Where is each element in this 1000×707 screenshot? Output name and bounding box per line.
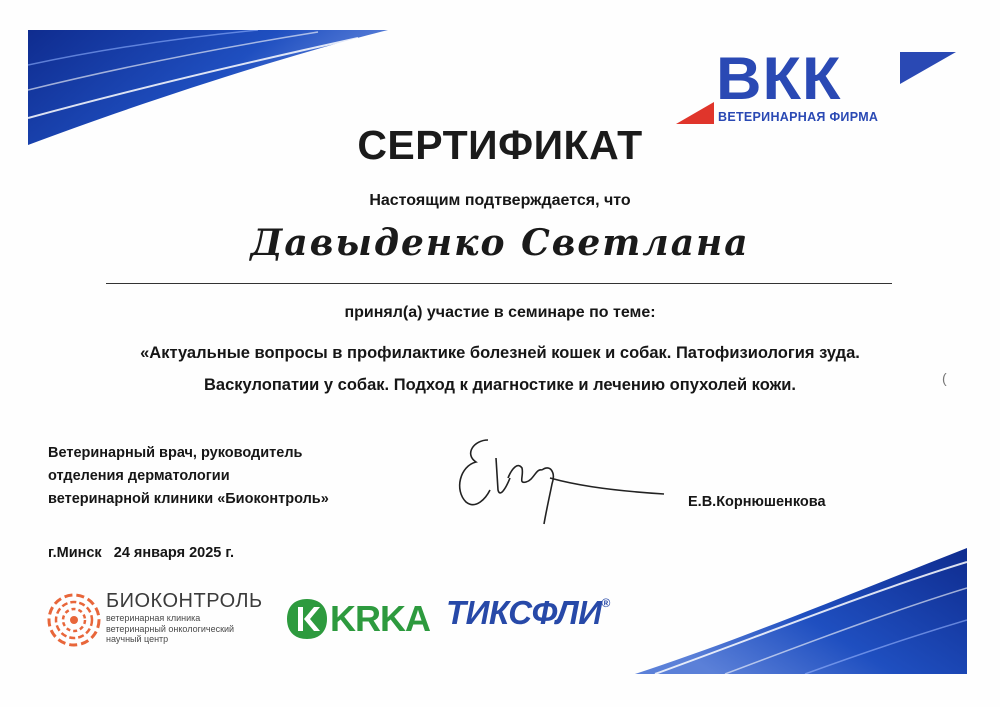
signer-title-line-2: отделения дерматологии xyxy=(48,468,230,484)
krka-logo-icon xyxy=(286,597,328,641)
handwritten-signature xyxy=(452,432,667,532)
vkk-logo-letters: ВКК xyxy=(716,45,842,112)
biocontrol-sub-3: научный центр xyxy=(106,634,169,644)
biocontrol-logo-text xyxy=(106,590,263,645)
signer-title-line-1: Ветеринарный врач, руководитель xyxy=(48,445,303,461)
signer-title xyxy=(48,442,329,511)
participation-text: принял(а) участие в семинаре по теме: xyxy=(344,304,656,321)
signer-title-line-3: ветеринарной клиники «Биоконтроль» xyxy=(48,491,329,507)
seminar-topic-line-2: Васкулопатии у собак. Подход к диагностике и лечению опухолей кожи. xyxy=(203,376,797,394)
krka-logo-text: KRKA xyxy=(330,598,430,639)
certificate-title: СЕРТИФИКАТ xyxy=(357,122,643,168)
biocontrol-sub-1: ветеринарная клиника xyxy=(106,613,201,623)
registered-mark: ® xyxy=(601,596,610,610)
tiksfli-logo xyxy=(446,594,610,632)
recipient-name: Давыденко Светлана xyxy=(250,222,750,264)
biocontrol-name: БИОКОНТРОЛЬ xyxy=(106,590,263,612)
bottom-right-swoosh-decoration xyxy=(635,548,967,674)
seminar-topic-line-1: «Актуальные вопросы в профилактике болезней кошек и собак. Патофизиология зуда. xyxy=(140,344,860,362)
vkk-logo-subtitle: ВЕТЕРИНАРНАЯ ФИРМА xyxy=(718,110,879,124)
signer-name: Е.В.Корнюшенкова xyxy=(688,494,826,510)
vkk-logo xyxy=(676,45,956,130)
place-and-date: г.Минск 24 января 2025 г. xyxy=(48,545,234,561)
biocontrol-sub-2: ветеринарный онкологический xyxy=(106,623,235,634)
tiksfli-name: ТИКСФЛИ xyxy=(446,594,602,631)
biocontrol-logo-icon xyxy=(46,592,102,648)
stray-mark: ( xyxy=(942,370,947,386)
confirm-text: Настоящим подтверждается, что xyxy=(369,192,631,209)
name-underline xyxy=(106,283,892,284)
